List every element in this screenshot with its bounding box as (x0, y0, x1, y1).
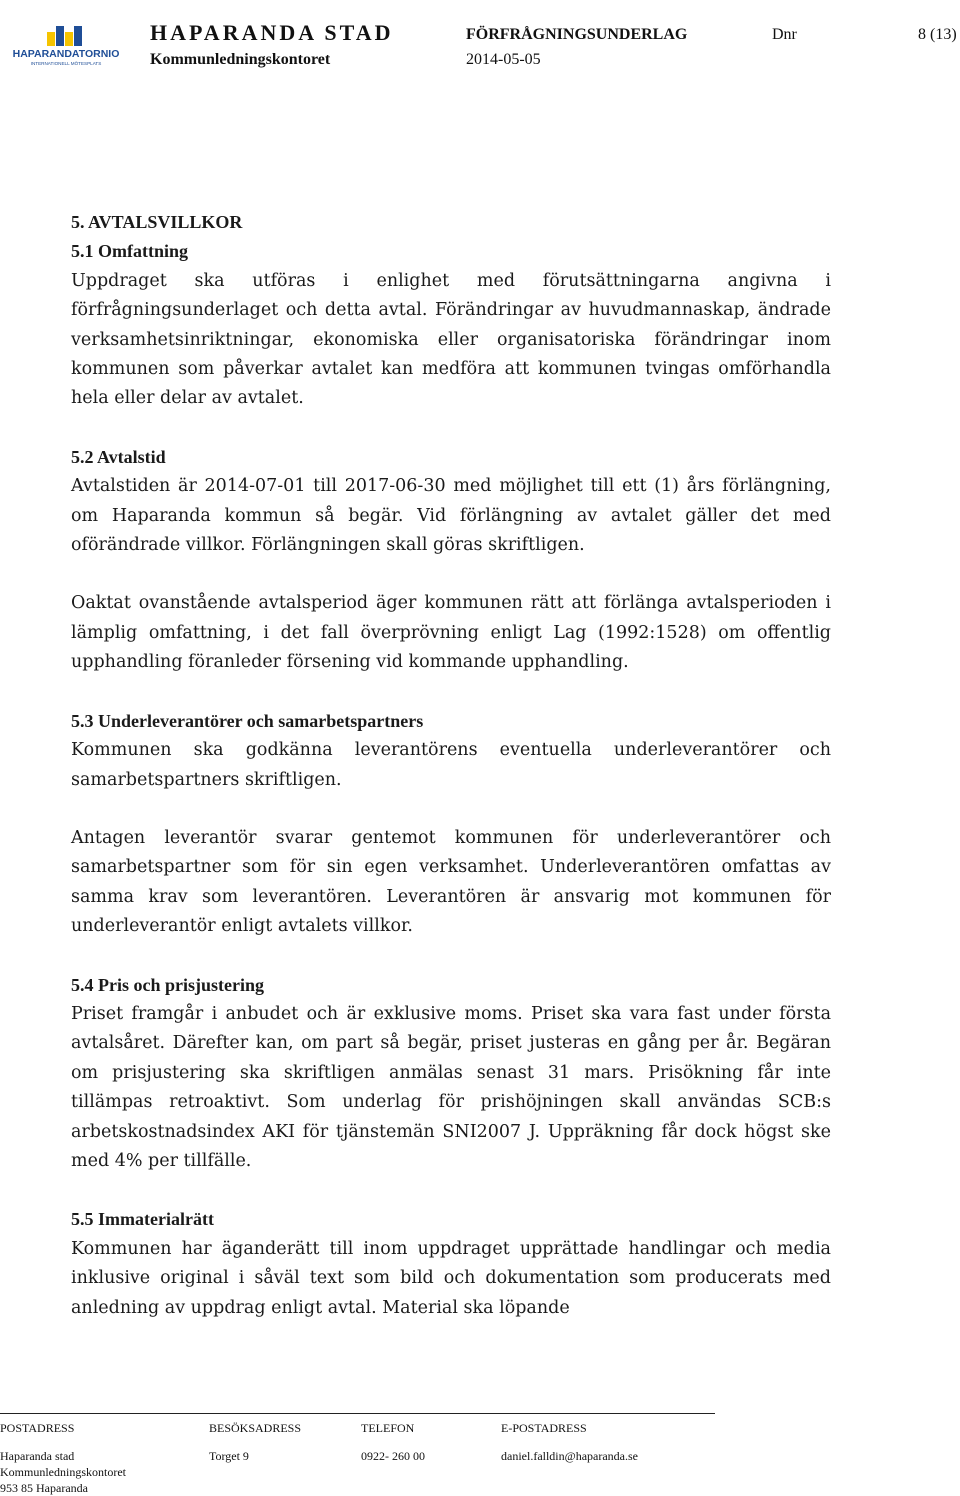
logo-wordmark: HAPARANDATORNIO (12, 48, 120, 60)
paragraph-5-1: Uppdraget ska utföras i enlighet med förutsättningarna angivna i förfrågningsunderlaget och detta avtal. Förändringar av huvudmannaskap, ändrade verksamhetsinriktningar, ekonomiska eller organisatoriska förändringar inom kommunen som påverkar avtalet kan medföra att kommunen tvingas omförhandla hela eller delar av avtalet. (71, 270, 831, 409)
paragraph-5-2-a: Avtalstiden är 2014-07-01 till 2017-06-30 med möjlighet till ett (1) års förlängning, om Haparanda kommun så begär. Vid förlängning av avtalet gäller det med oförändrade villkor. Förlängningen skall göras skriftligen. (71, 476, 831, 556)
paragraph-5-2-b: Oaktat ovanstående avtalsperiod äger kommunen rätt att förlänga avtalsperioden i lämplig omfattning, i det fall överprövning enligt Lag (1992:1528) om offentlig upphandling föranleder försening vid kommande upphandling. (71, 593, 831, 673)
paragraph-5-5: Kommunen har äganderätt till inom uppdraget upprättade handlingar och media inklusive original i såväl text som bild och dokumentation som producerats med anledning av uppdrag enligt avtal. Material ska löpande (71, 1238, 831, 1318)
footer-postadress-line: Kommunledningskontoret (0, 1465, 126, 1479)
footer-postadress (0, 1420, 126, 1496)
footer-besoksadress-label: BESÖKSADRESS (209, 1421, 302, 1435)
footer-postadress-line: Haparanda stad (0, 1449, 75, 1463)
document-date: 2014-05-05 (466, 51, 541, 68)
dnr-label: Dnr (772, 26, 797, 43)
page-number: 8 (13) (918, 26, 957, 43)
section-heading: 5. AVTALSVILLKOR (71, 212, 243, 232)
footer-epost (501, 1420, 638, 1464)
paragraph-5-4: Priset framgår i anbudet och är exklusive moms. Priset ska vara fast under första avtalsåret. Därefter kan, om part så begär, priset justeras en gång per år. Begäran om prisjustering ska skriftligen anmälas senast 31 mars. Prisökning får inte tillämpas retroaktivt. Som underlag för prishöjningen skall användas SCB:s arbetskostnadsindex AKI för tjänstemän SNI2007 J. Uppräkning får dock högst ske med 4% per tillfälle. (71, 1003, 831, 1171)
footer-besoksadress (209, 1420, 301, 1464)
footer-epost-label: E-POSTADRESS (501, 1421, 587, 1435)
document-body (71, 208, 831, 1323)
org-title: HAPARANDA STAD (150, 20, 394, 45)
footer-telefon-label: TELEFON (361, 1421, 415, 1435)
org-department: Kommunledningskontoret (150, 51, 331, 68)
subsection-heading-5-2: 5.2 Avtalstid (71, 446, 166, 467)
subsection-heading-5-5: 5.5 Immaterialrätt (71, 1209, 214, 1230)
haparanda-tornio-logo (4, 24, 128, 68)
logo-tagline: INTERNATIONELL MÖTESPLATS (30, 61, 102, 66)
footer-besoksadress-value: Torget 9 (209, 1449, 249, 1463)
footer-postadress-label: POSTADRESS (0, 1421, 75, 1435)
paragraph-5-3-b: Antagen leverantör svarar gentemot kommunen för underleverantörer och samarbetspartner som för sin egen verksamhet. Underleverantören omfattas av samma krav som leverantören. Leverantören är ansvarig mot kommunen för underleverantör enligt avtalets villkor. (71, 827, 831, 937)
document-type: FÖRFRÅGNINGSUNDERLAG (466, 26, 688, 43)
paragraph-5-3-a: Kommunen ska godkänna leverantörens eventuella underleverantörer och samarbetspartners skriftligen. (71, 740, 831, 790)
footer-postadress-line: 953 85 Haparanda (0, 1481, 88, 1495)
subsection-heading-5-4: 5.4 Pris och prisjustering (71, 974, 264, 995)
logo-mark-icon (47, 26, 82, 46)
footer-divider (0, 1413, 715, 1414)
subsection-heading-5-1: 5.1 Omfattning (71, 241, 188, 262)
footer-telefon-value: 0922- 260 00 (361, 1449, 425, 1463)
subsection-heading-5-3: 5.3 Underleverantörer och samarbetspartners (71, 710, 424, 731)
footer-telefon (361, 1420, 425, 1464)
footer-epost-link[interactable]: daniel.falldin@haparanda.se (501, 1449, 638, 1463)
